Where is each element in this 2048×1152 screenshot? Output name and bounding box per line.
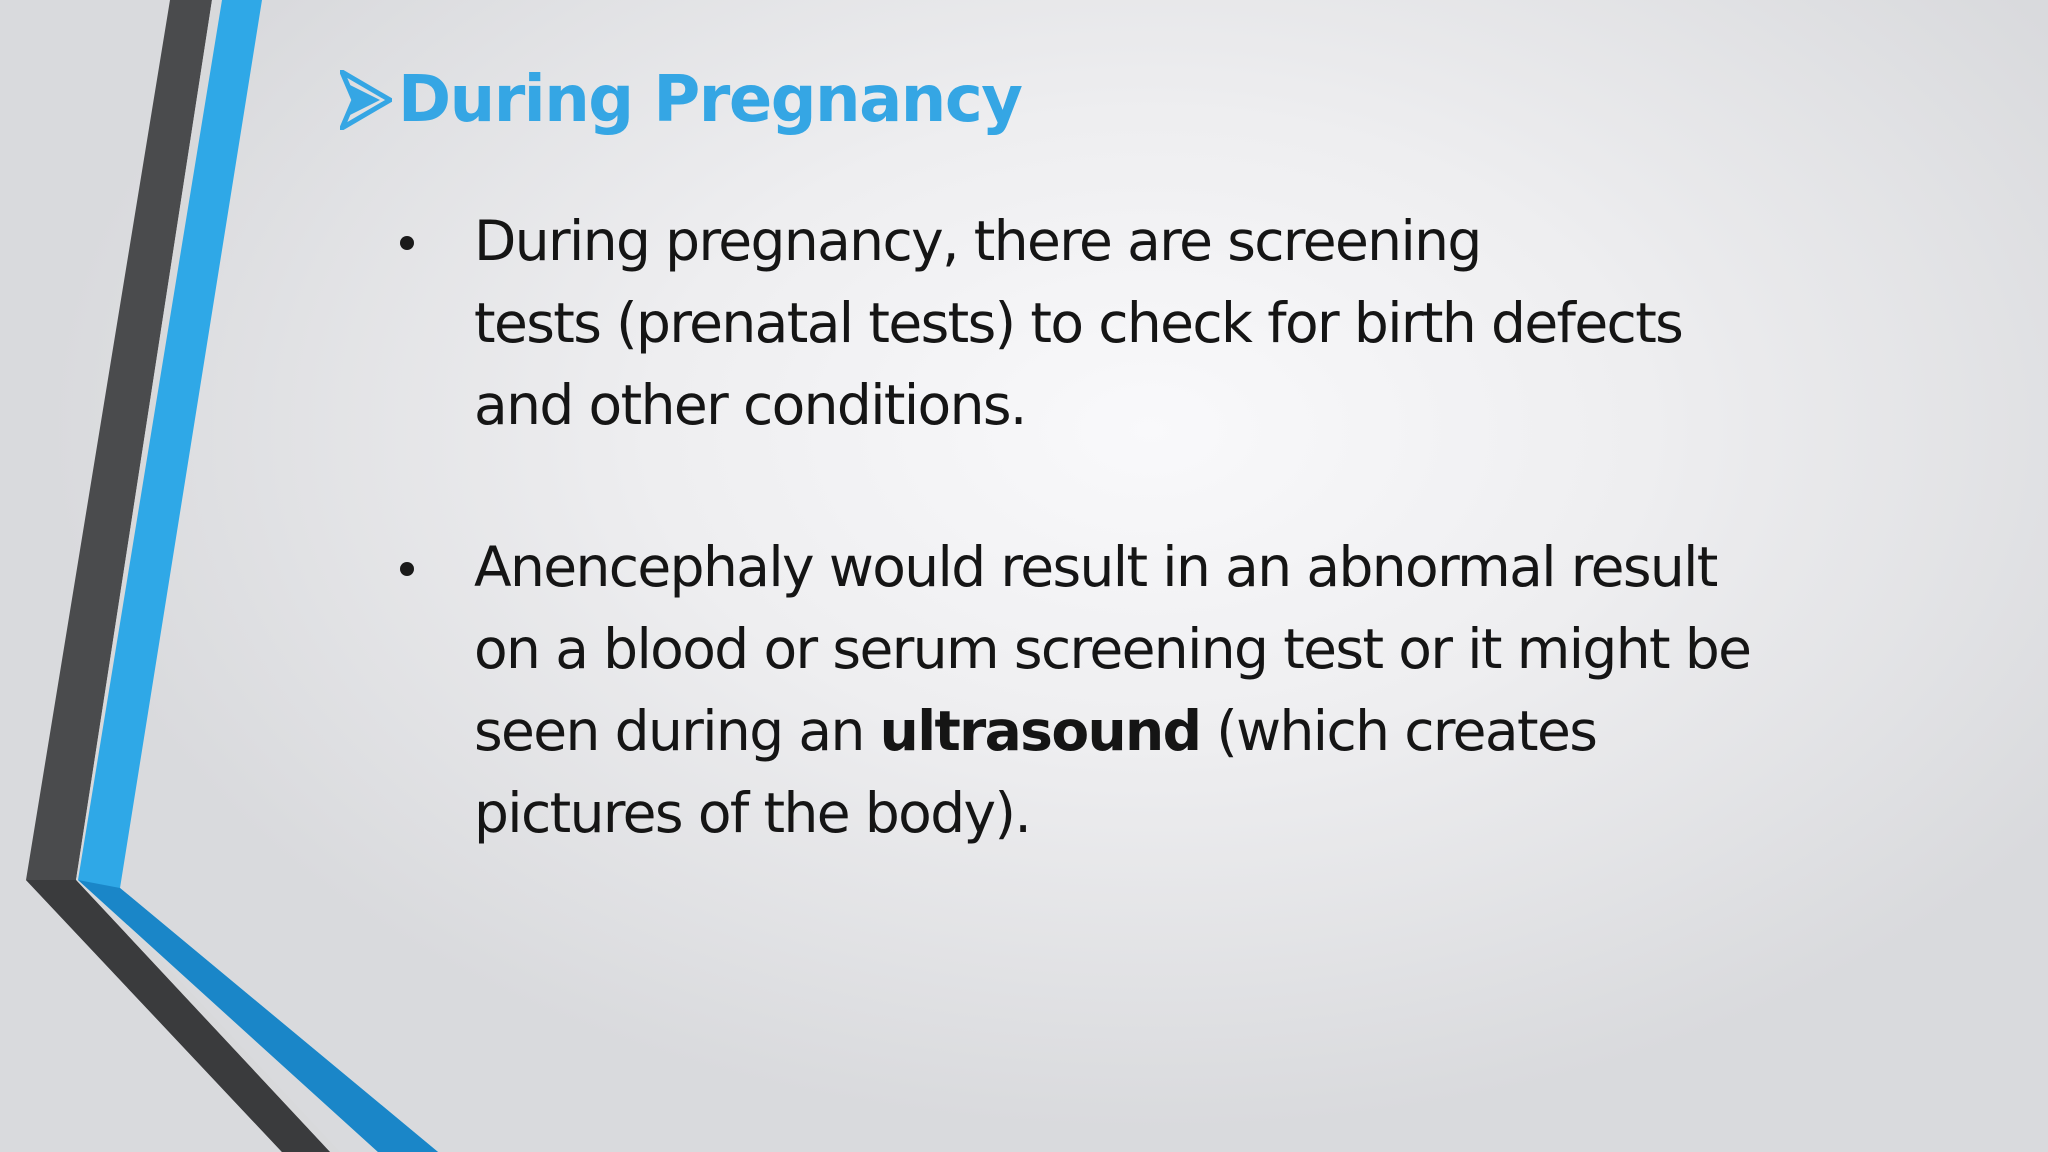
bullet-dot-icon xyxy=(400,562,414,576)
bullet-dot-icon xyxy=(400,236,414,250)
bullet-text xyxy=(474,526,1750,854)
bullet-text-after: (which creates pictures of the body). xyxy=(474,699,1597,845)
bullet-text-before: Anencephaly would result in an abnormal result on a blood or serum screening test or it might be seen during an xyxy=(474,535,1751,763)
dark-stripe-lower xyxy=(26,880,330,1152)
bullet-text: During pregnancy, there are screening tests (prenatal tests) to check for birth defects and other conditions. xyxy=(474,209,1683,437)
bullet-text-bold-term: ultrasound xyxy=(879,699,1201,763)
bullet-item-screening xyxy=(400,200,1880,446)
arrow-bullet-icon xyxy=(340,70,392,130)
slide-title-row xyxy=(340,52,1022,148)
slide-title: During Pregnancy xyxy=(398,63,1022,137)
bullet-item-anencephaly xyxy=(400,526,1880,854)
